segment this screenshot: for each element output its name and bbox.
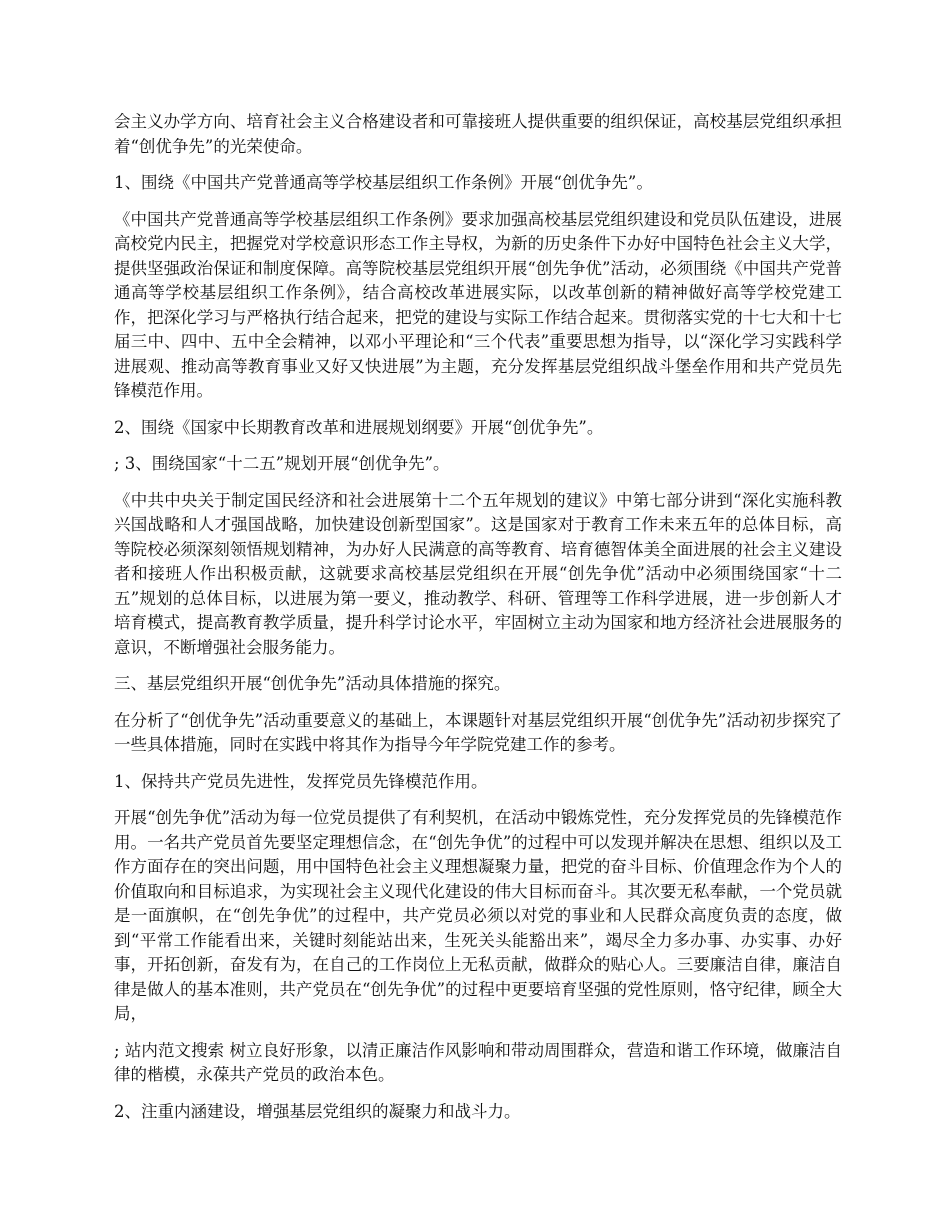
- paragraph-good-image: ; 站内范文搜索 树立良好形象，以清正廉洁作风影响和带动周围群众，营造和谐工作环境，做廉洁自律的楷模，永葆共产党员的政治本色。: [114, 1040, 842, 1084]
- paragraph-regulations: 《中国共产党普通高等学校基层组织工作条例》要求加强高校基层党组织建设和党员队伍建设，进展高校党内民主，把握党对学校意识形态工作主导权，为新的历史条件下办好中国特色社会主义大学，提供坚强政治保证和制度保障。高等院校基层党组织开展“创先争优”活动，必须围绕《中国共产党普通高等学校基层组织工作条例》，结合高校改革进展实际，以改革创新的精神做好高等学校党建工作，把深化学习与严格执行结合起来，把党的建设与实际工作结合起来。贯彻落实党的十七大和十七届三中、四中、五中全会精神，以邓小平理论和“三个代表”重要思想为指导，以“深化学习实践科学进展观、推动高等教育事业又好又快进展”为主题，充分发挥基层党组织战斗堡垒作用和共产党员先锋模范作用。: [114, 209, 842, 400]
- document-body: [114, 110, 842, 1136]
- paragraph-intro-continuation: 会主义办学方向、培育社会主义合格建设者和可靠接班人提供重要的组织保证，高校基层党组织承担着“创优争先”的光荣使命。: [114, 112, 842, 156]
- paragraph-five-year-plan: 《中共中央关于制定国民经济和社会进展第十二个五年规划的建议》中第七部分讲到“深化实施科教兴国战略和人才强国战略，加快建设创新型国家”。这是国家对于教育工作未来五年的总体目标，高等院校必须深刻领悟规划精神，为办好人民满意的高等教育、培育德智体美全面进展的社会主义建设者和接班人作出积极贡献，这就要求高校基层党组织在开展“创先争优”活动中必须围绕国家“十二五”规划的总体目标，以进展为第一要义，推动教学、科研、管理等工作科学进展，进一步创新人才培育模式，提高教育教学质量，提升科学讨论水平，牢固树立主动为国家和地方经济社会进展服务的意识，不断增强社会服务能力。: [114, 490, 842, 657]
- section-heading-regulations: 1、围绕《中国共产党普通高等学校基层组织工作条例》开展“创优争先”。: [114, 173, 653, 192]
- section-heading-five-year-plan: ; 3、围绕国家“十二五”规划开展“创优争先”。: [114, 454, 450, 473]
- section-heading-connotation: 2、注重内涵建设，增强基层党组织的凝聚力和战斗力。: [114, 1101, 521, 1121]
- section-heading-measures: 三、基层党组织开展“创优争先”活动具体措施的探究。: [114, 674, 511, 693]
- section-heading-education-plan: 2、围绕《国家中长期教育改革和进展规划纲要》开展“创优争先”。: [114, 417, 604, 437]
- paragraph-measures-intro: 在分析了“创优争先”活动重要意义的基础上，本课题针对基层党组织开展“创优争先”活动初步探究了一些具体措施，同时在实践中将其作为指导今年学院党建工作的参考。: [114, 710, 842, 754]
- section-heading-party-members: 1、保持共产党员先进性，发挥党员先锋模范作用。: [114, 771, 488, 791]
- paragraph-party-members: 开展“创先争优”活动为每一位党员提供了有利契机，在活动中锻炼党性，充分发挥党员的先锋模范作用。一名共产党员首先要坚定理想信念，在“创先争优”的过程中可以发现并解决在思想、组织以及工作方面存在的突出问题，用中国特色社会主义理想凝聚力量，把党的奋斗目标、价值理念作为个人的价值取向和目标追求，为实现社会主义现代化建设的伟大目标而奋斗。其次要无私奉献，一个党员就是一面旗帜，在“创先争优”的过程中，共产党员必须以对党的事业和人民群众高度负责的态度，做到“平常工作能看出来，关键时刻能站出来，生死关头能豁出来”，竭尽全力多办事、办实事、办好事，开拓创新，奋发有为，在自己的工作岗位上无私贡献，做群众的贴心人。三要廉洁自律，廉洁自律是做人的基本准则，共产党员在“创先争优”的过程中更要培育坚强的党性原则，恪守纪律，顾全大局，: [114, 808, 842, 1023]
